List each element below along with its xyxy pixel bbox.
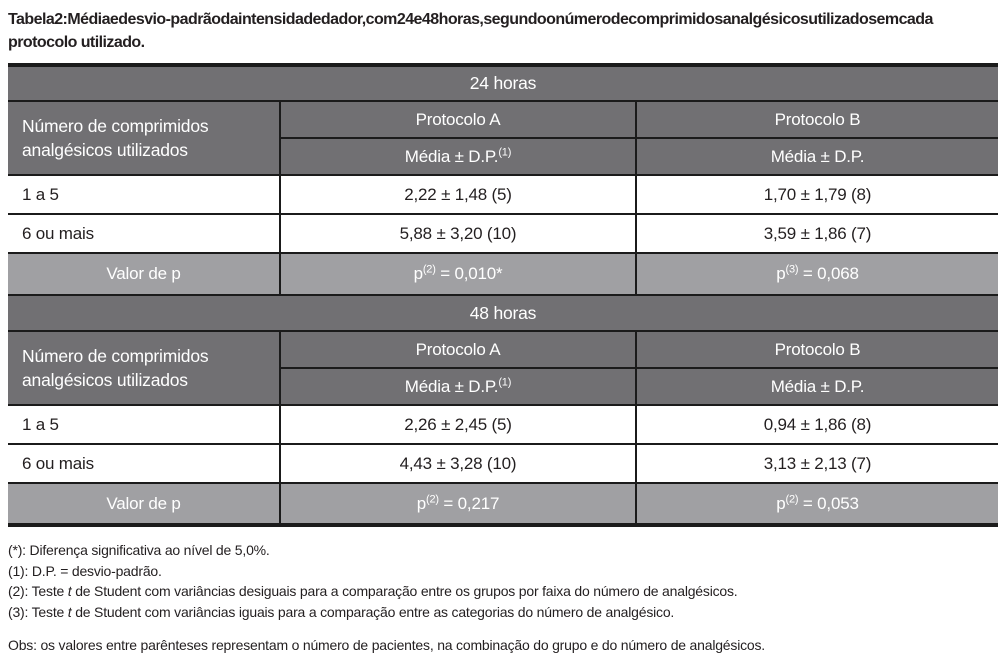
p-symbol: p <box>413 264 423 283</box>
category-cell: 6 ou mais <box>8 214 280 253</box>
footnote-text: (1): D.P. = desvio-padrão. <box>8 562 162 579</box>
p-value-b-24h <box>636 253 998 295</box>
section-band-row-48h <box>8 295 998 331</box>
protocol-b-header-24h: Protocolo B <box>636 101 998 138</box>
section-title-48h: 48 horas <box>8 295 998 331</box>
table-row-48h-1a5 <box>8 405 998 444</box>
footnote-text: (2): Teste <box>8 583 68 599</box>
p-value-text: = 0,217 <box>438 493 500 513</box>
table-row-48h-6oumais <box>8 444 998 483</box>
footnote-3 <box>8 602 998 623</box>
p-superscript: (2) <box>785 492 799 505</box>
p-value-text: = 0,068 <box>798 264 859 283</box>
p-value-row-48h <box>8 483 998 525</box>
value-cell-b: 1,70 ± 1,79 (8) <box>636 175 998 214</box>
p-value-text: = 0,010* <box>435 264 503 283</box>
p-value-text: = 0,053 <box>798 493 859 513</box>
category-cell: 6 ou mais <box>8 444 280 483</box>
statistics-table <box>8 63 998 527</box>
value-cell-a: 4,43 ± 3,28 (10) <box>280 444 636 483</box>
p-value-a-48h <box>280 483 636 525</box>
table-caption <box>8 8 998 54</box>
protocol-header-row-24h <box>8 101 998 138</box>
value-cell-a: 2,26 ± 2,45 (5) <box>280 405 636 444</box>
p-symbol: p <box>776 264 786 283</box>
table-row-24h-1a5 <box>8 175 998 214</box>
table-row-24h-6oumais <box>8 214 998 253</box>
section-band-row-24h <box>8 65 998 101</box>
footnote-italic: t <box>67 603 72 620</box>
p-superscript: (3) <box>785 263 799 276</box>
value-cell-b: 3,59 ± 1,86 (7) <box>636 214 998 253</box>
stat-a-text: Média ± D.P. <box>404 376 499 396</box>
row-header-48h: Número de comprimidos analgésicos utilizados <box>8 331 280 405</box>
stat-a-superscript: (1) <box>498 145 512 158</box>
p-row-label: Valor de p <box>8 483 280 525</box>
protocol-header-row-48h <box>8 331 998 368</box>
footnote-text: (3): Teste <box>8 603 68 620</box>
section-title-24h: 24 horas <box>8 65 998 101</box>
caption-line-1: Tabela2:Médiaedesvio-padrãodaintensidadedador,com24e48horas,segundoonúmerodecomprimidosanalgésicosutilizadosemcada <box>8 11 933 28</box>
protocol-a-header-24h: Protocolo A <box>280 101 636 138</box>
observation-note: Obs: os valores entre parênteses representam o número de pacientes, na combinação do grupo e do número de analgésicos. <box>8 637 765 653</box>
stat-header-b-48h: Média ± D.P. <box>636 368 998 405</box>
stat-header-b-24h: Média ± D.P. <box>636 138 998 175</box>
p-symbol: p <box>776 493 786 513</box>
value-cell-b: 3,13 ± 2,13 (7) <box>636 444 998 483</box>
p-superscript: (2) <box>426 492 439 505</box>
stat-a-superscript: (1) <box>498 375 512 388</box>
value-cell-a: 5,88 ± 3,20 (10) <box>280 214 636 253</box>
p-superscript: (2) <box>422 263 436 276</box>
stat-a-text: Média ± D.P. <box>404 146 499 166</box>
footnote-2 <box>8 581 998 602</box>
value-cell-a: 2,22 ± 1,48 (5) <box>280 175 636 214</box>
p-symbol: p <box>416 493 427 513</box>
caption-line-2: protocolo utilizado. <box>8 34 145 51</box>
footnote-asterisk <box>8 540 998 561</box>
category-cell: 1 a 5 <box>8 405 280 444</box>
footnote-italic: t <box>67 583 72 599</box>
category-cell: 1 a 5 <box>8 175 280 214</box>
stat-header-a-48h <box>280 368 636 405</box>
p-value-row-24h <box>8 253 998 295</box>
p-value-a-24h <box>280 253 636 295</box>
protocol-a-header-48h: Protocolo A <box>280 331 636 368</box>
footnote-text: (*): Diferença significativa ao nível de 5,0%. <box>8 542 270 558</box>
row-header-24h: Número de comprimidos analgésicos utilizados <box>8 101 280 175</box>
p-row-label: Valor de p <box>8 253 280 295</box>
footnote-text: de Student com variâncias iguais para a comparação entre as categorias do número de analgésico. <box>71 603 675 620</box>
footnote-1 <box>8 561 998 582</box>
stat-header-a-24h <box>280 138 636 175</box>
value-cell-b: 0,94 ± 1,86 (8) <box>636 405 998 444</box>
footnote-text: de Student com variâncias desiguais para a comparação entre os grupos por faixa do número de analgésicos. <box>71 583 738 599</box>
footnotes-block <box>8 540 998 656</box>
p-value-b-48h <box>636 483 998 525</box>
protocol-b-header-48h: Protocolo B <box>636 331 998 368</box>
